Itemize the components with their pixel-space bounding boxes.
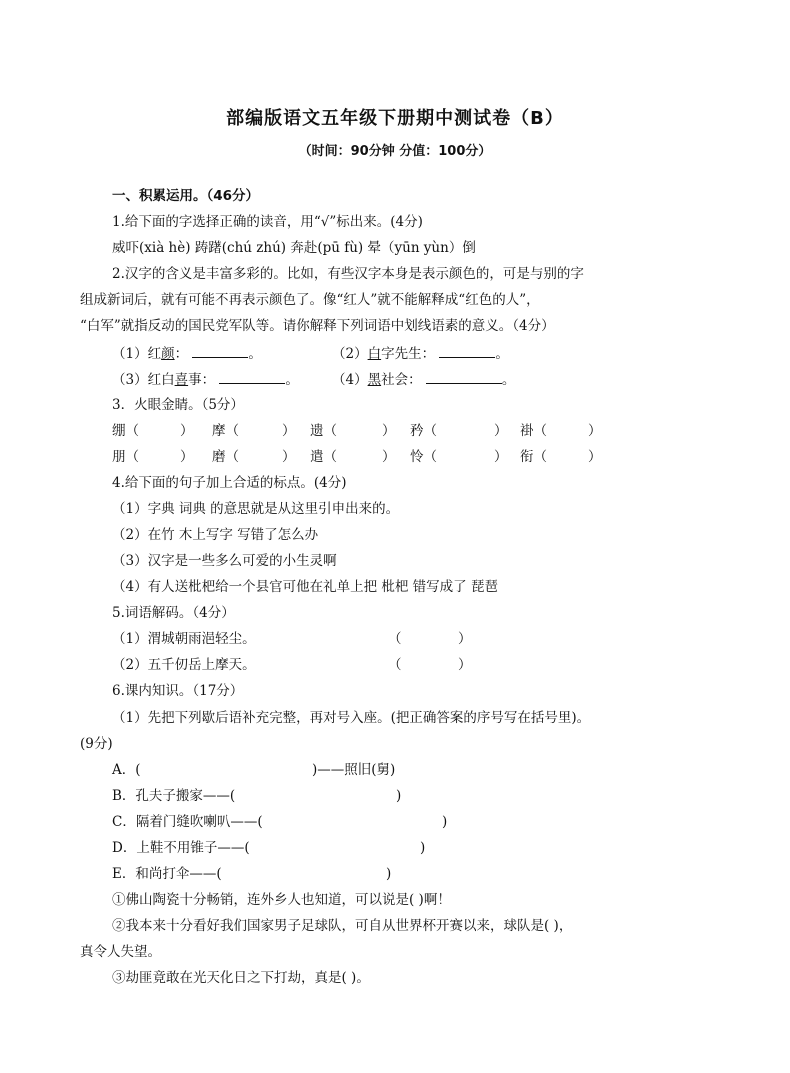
question-1-items: 威吓(xià hè) 踌躇(chú zhú) 奔赴(pū fù) 晕（yūn yùn）倒 — [112, 240, 476, 256]
question-3: 3．火眼金睛。（5分） — [112, 397, 244, 413]
paren-close: ） — [458, 657, 472, 673]
char-cell: ） — [494, 423, 508, 439]
answer-blank[interactable] — [192, 343, 248, 358]
answer-blank[interactable] — [426, 369, 502, 384]
question-4-sentence-1: （1）字典 词典 的意思就是从这里引申出来的。 — [112, 501, 400, 517]
section-heading: 一、积累运用。（46分） — [112, 188, 260, 204]
question-4: 4.给下面的句子加上合适的标点。(4分) — [112, 475, 347, 491]
question-6-sub1-line1: （1）先把下列歇后语补充完整，再对号入座。(把正确答案的序号写在括号里)。 — [112, 710, 591, 726]
option-c: C．隔着门缝吹喇叭——( — [112, 814, 263, 830]
question-2-line3: “白军”就指反动的国民党军队等。请你解释下列词语中划线语素的意义。（4分） — [80, 318, 555, 334]
char-cell: ） — [588, 449, 602, 465]
question-6-sub1-line2: (9分) — [80, 736, 113, 752]
paren-open: （ — [388, 657, 402, 673]
paren-close: ) — [420, 840, 426, 856]
question-4-sentence-3: （3）汉字是一些多么可爱的小生灵啊 — [112, 553, 337, 569]
char-cell: ） — [382, 423, 396, 439]
question-2-line1: 2.汉字的含义是丰富多彩的。比如，有些汉字本身是表示颜色的，可是与别的字 — [112, 266, 584, 282]
question-4-sentence-4: （4）有人送枇杷给一个县官可他在礼单上把 枇杷 错写成了 琵琶 — [112, 579, 498, 595]
char-cell: ） — [282, 449, 296, 465]
question-2-line2: 组成新词后，就有可能不再表示颜色了。像“红人”就不能解释成“红色的人”， — [80, 292, 540, 308]
option-a-answer: )——照旧(舅) — [312, 762, 396, 778]
paren-close: ) — [386, 866, 392, 882]
answer-blank[interactable] — [439, 343, 495, 358]
paren-close: ） — [458, 631, 472, 647]
question-2-answer-4: （4）黑社会： 。 — [332, 369, 515, 390]
char-cell: ） — [382, 449, 396, 465]
char-cell: 衔（ — [520, 449, 547, 465]
question-5: 5.词语解码。（4分） — [112, 605, 235, 621]
char-cell: ） — [180, 423, 194, 439]
char-cell: 绷（ — [112, 423, 139, 439]
option-a: A．( — [112, 762, 141, 778]
char-cell: 遣（ — [310, 449, 337, 465]
char-cell: 磨（ — [212, 449, 239, 465]
char-cell: 摩（ — [212, 423, 239, 439]
option-b: B．孔夫子搬家——( — [112, 788, 236, 804]
option-e: E．和尚打伞——( — [112, 866, 222, 882]
numbered-item-2-line1: ②我本来十分看好我们国家男子足球队，可自从世界杯开赛以来，球队是( )， — [112, 918, 573, 934]
question-4-sentence-2: （2）在竹 木上写字 写错了怎么办 — [112, 527, 319, 543]
char-cell: 遗（ — [310, 423, 337, 439]
char-cell: ） — [494, 449, 508, 465]
char-cell: ） — [588, 423, 602, 439]
char-cell: 褂（ — [520, 423, 547, 439]
char-cell: 矜（ — [410, 423, 437, 439]
question-5-item-2: （2）五千仞岳上摩天。 — [112, 657, 256, 673]
char-cell: ） — [282, 423, 296, 439]
paren-close: ) — [442, 814, 448, 830]
char-cell: 朋（ — [112, 449, 139, 465]
question-5-item-1: （1）渭城朝雨浥轻尘。 — [112, 631, 256, 647]
page-subtitle: （时间：90分钟 分值：100分） — [298, 144, 492, 159]
question-1: 1.给下面的字选择正确的读音，用“√”标出来。(4分) — [112, 214, 423, 230]
question-2-answer-2: （2）白字先生： 。 — [332, 343, 509, 364]
numbered-item-1: ①佛山陶瓷十分畅销，连外乡人也知道，可以说是( )啊！ — [112, 892, 451, 908]
question-2-answer-3: （3）红白喜事： 。 — [112, 369, 299, 390]
page-title: 部编版语文五年级下册期中测试卷（B） — [226, 108, 564, 129]
char-cell: ） — [180, 449, 194, 465]
question-2-answer-1: （1）红颜： 。 — [112, 343, 262, 364]
char-cell: 怜（ — [410, 449, 437, 465]
answer-blank[interactable] — [219, 369, 285, 384]
numbered-item-3: ③劫匪竟敢在光天化日之下打劫，真是( )。 — [112, 970, 370, 986]
option-d: D．上鞋不用锥子——( — [112, 840, 250, 856]
paren-open: （ — [388, 631, 402, 647]
question-6: 6.课内知识。（17分） — [112, 683, 244, 699]
paren-close: ) — [396, 788, 402, 804]
numbered-item-2-line2: 真令人失望。 — [80, 944, 161, 960]
